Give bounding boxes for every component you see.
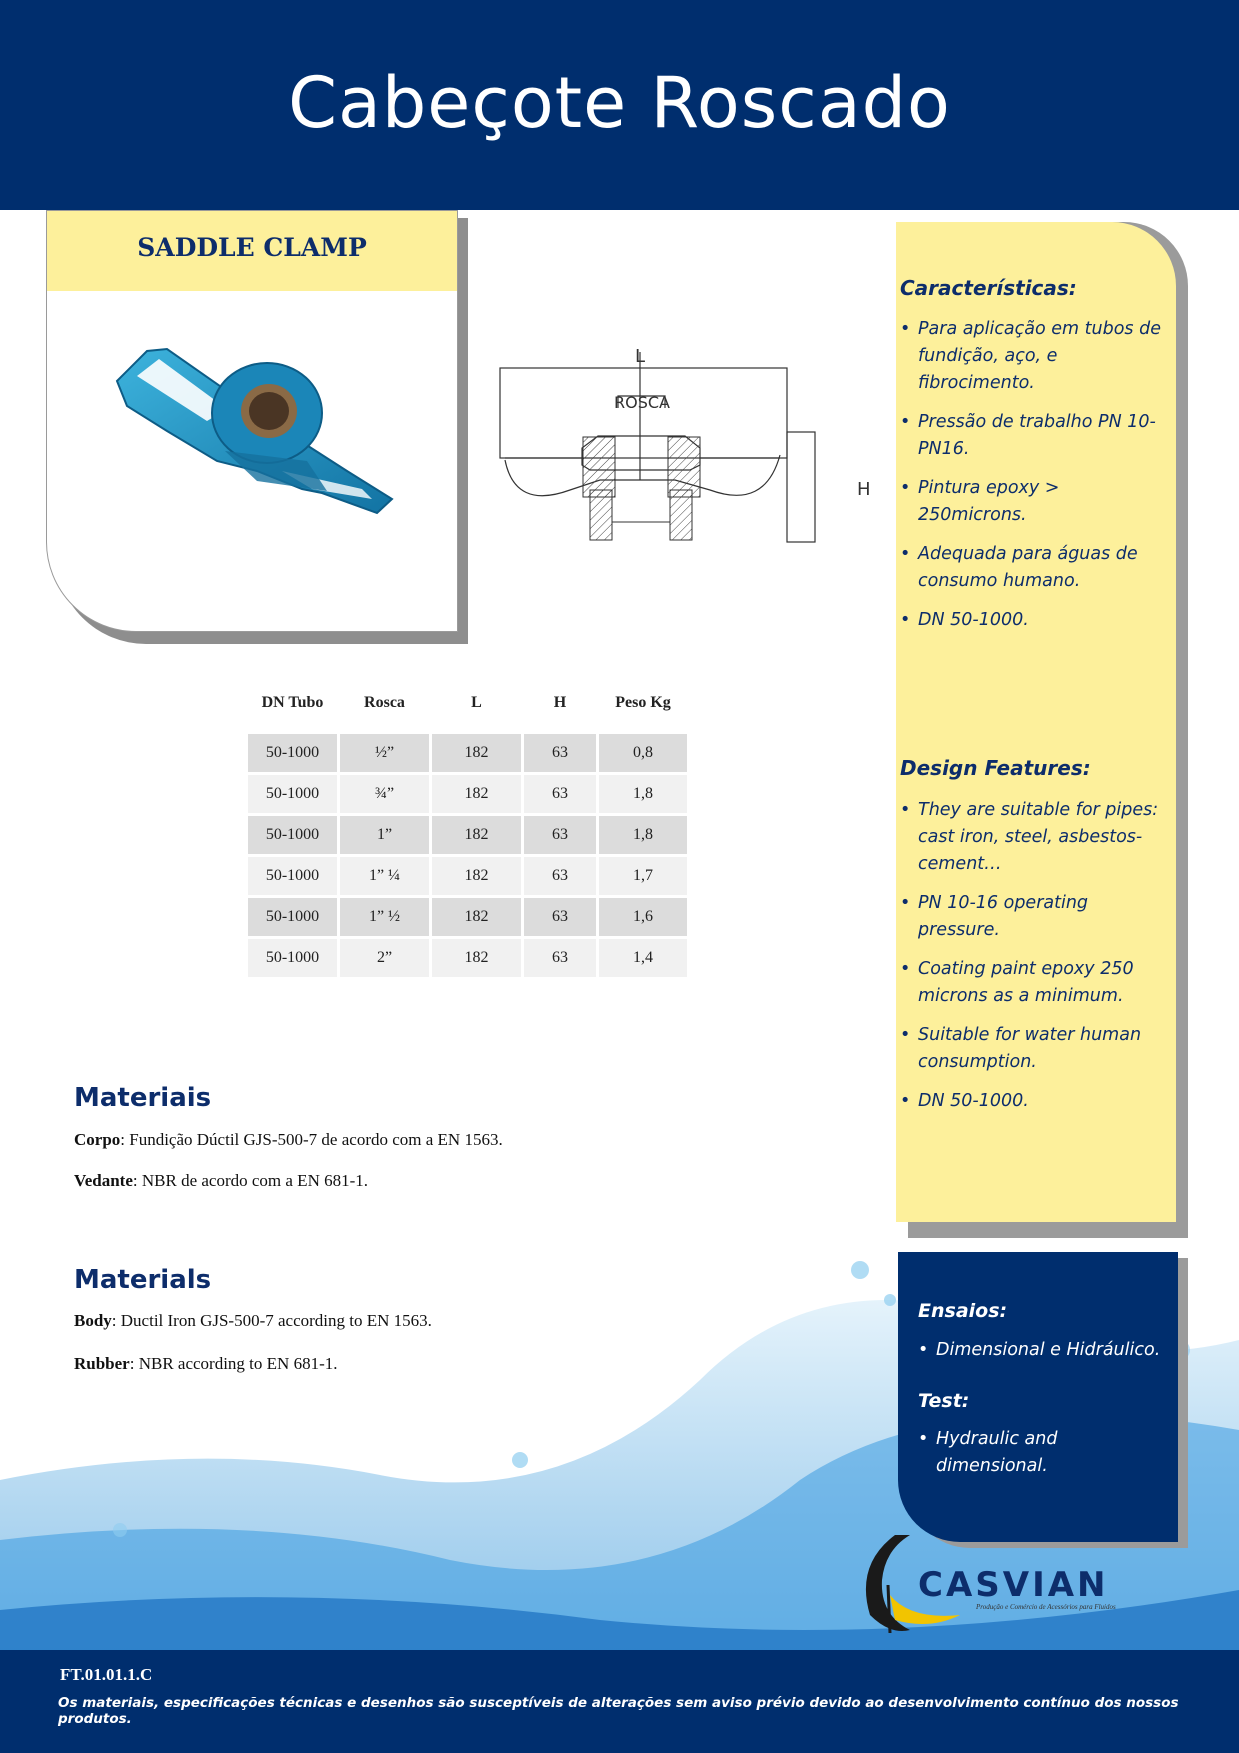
cell-peso: 1,8 <box>599 816 687 854</box>
table-row <box>248 775 687 813</box>
table-row <box>248 939 687 977</box>
design-features-title: Design Features: <box>900 756 1091 780</box>
product-card <box>46 210 458 632</box>
height-label: H <box>857 479 871 500</box>
table-row <box>248 857 687 895</box>
thread-label: ROSCA <box>614 393 670 412</box>
cell-l: 182 <box>432 775 521 813</box>
col-h: H <box>524 675 596 731</box>
materiais-line-corpo <box>74 1130 503 1150</box>
length-label: L <box>634 346 646 367</box>
cell-h: 63 <box>524 857 596 895</box>
cell-l: 182 <box>432 857 521 895</box>
col-dn-tubo: DN Tubo <box>248 675 337 731</box>
cell-rosca: 1” ¼ <box>340 857 429 895</box>
materiais-title: Materiais <box>74 1083 212 1113</box>
cell-rosca: ¾” <box>340 775 429 813</box>
design-features-list <box>900 797 1168 1127</box>
document-code: FT.01.01.1.C <box>60 1665 153 1684</box>
list-item: • Para aplicação em tubos de fundição, aço, e fibrocimento. <box>900 316 1168 397</box>
cell-dn: 50-1000 <box>248 816 337 854</box>
col-rosca: Rosca <box>340 675 429 731</box>
caracteristicas-list <box>900 316 1168 646</box>
col-peso: Peso Kg <box>599 675 687 731</box>
cell-peso: 1,7 <box>599 857 687 895</box>
technical-drawing <box>490 340 880 565</box>
materiais-label: Corpo <box>74 1130 121 1149</box>
cell-h: 63 <box>524 898 596 936</box>
list-item: • Pintura epoxy > 250microns. <box>900 475 1168 529</box>
materiais-line-vedante <box>74 1171 368 1191</box>
list-item: • PN 10-16 operating pressure. <box>900 890 1168 944</box>
cell-dn: 50-1000 <box>248 898 337 936</box>
materiais-text: : NBR de acordo com a EN 681-1. <box>132 1171 369 1190</box>
table-row <box>248 816 687 854</box>
list-item: • Adequada para águas de consumo humano. <box>900 541 1168 595</box>
list-item: • DN 50-1000. <box>900 1088 1168 1115</box>
cell-peso: 1,4 <box>599 939 687 977</box>
cell-h: 63 <box>524 734 596 772</box>
cell-l: 182 <box>432 816 521 854</box>
materials-title: Materials <box>74 1265 212 1295</box>
materials-line-body <box>74 1311 432 1331</box>
cell-peso: 1,6 <box>599 898 687 936</box>
spec-table <box>245 672 690 980</box>
materials-label: Body <box>74 1311 112 1330</box>
footer-disclaimer: Os materiais, especificações técnicas e desenhos são susceptíveis de alterações sem aviso prévio devido ao desenvolvimento contínuo dos nossos produtos. <box>58 1695 1179 1727</box>
product-photo <box>107 321 427 531</box>
ensaios-title: Ensaios: <box>918 1300 1008 1322</box>
materials-label: Rubber <box>74 1354 130 1373</box>
materials-text: : NBR according to EN 681-1. <box>129 1354 338 1373</box>
table-header-row <box>248 675 687 731</box>
table-row <box>248 734 687 772</box>
cell-dn: 50-1000 <box>248 734 337 772</box>
cell-h: 63 <box>524 775 596 813</box>
cell-rosca: 1” ½ <box>340 898 429 936</box>
list-item: • They are suitable for pipes: cast iron, steel, asbestos-cement… <box>900 797 1168 878</box>
logo-tagline: Produção e Comércio de Acessórios para Fluidos <box>976 1603 1116 1611</box>
cell-rosca: 2” <box>340 939 429 977</box>
cell-rosca: ½” <box>340 734 429 772</box>
caracteristicas-title: Características: <box>900 276 1077 300</box>
page-title: Cabeçote Roscado <box>288 62 951 144</box>
materiais-label: Vedante <box>74 1171 133 1190</box>
table-row <box>248 898 687 936</box>
cell-l: 182 <box>432 734 521 772</box>
cell-dn: 50-1000 <box>248 775 337 813</box>
materials-line-rubber <box>74 1354 337 1374</box>
logo-name: CASVIAN <box>918 1565 1109 1605</box>
cell-rosca: 1” <box>340 816 429 854</box>
materials-text: : Ductil Iron GJS-500-7 according to EN 1563. <box>111 1311 432 1330</box>
test-list <box>918 1426 1138 1480</box>
col-l: L <box>432 675 521 731</box>
cell-dn: 50-1000 <box>248 939 337 977</box>
list-item: • DN 50-1000. <box>900 607 1168 634</box>
cell-l: 182 <box>432 898 521 936</box>
materiais-text: : Fundição Dúctil GJS-500-7 de acordo com a EN 1563. <box>120 1130 503 1149</box>
list-item: • Hydraulic and dimensional. <box>918 1426 1138 1480</box>
cell-dn: 50-1000 <box>248 857 337 895</box>
list-item: • Pressão de trabalho PN 10- PN16. <box>900 409 1168 463</box>
list-item: • Suitable for water human consumption. <box>900 1022 1168 1076</box>
ensaios-list <box>918 1337 1168 1364</box>
list-item: • Coating paint epoxy 250 microns as a minimum. <box>900 956 1168 1010</box>
product-name: SADDLE CLAMP <box>137 233 367 262</box>
test-title: Test: <box>918 1390 970 1412</box>
list-item: • Dimensional e Hidráulico. <box>918 1337 1168 1364</box>
cell-peso: 0,8 <box>599 734 687 772</box>
cell-peso: 1,8 <box>599 775 687 813</box>
cell-l: 182 <box>432 939 521 977</box>
cell-h: 63 <box>524 939 596 977</box>
cell-h: 63 <box>524 816 596 854</box>
